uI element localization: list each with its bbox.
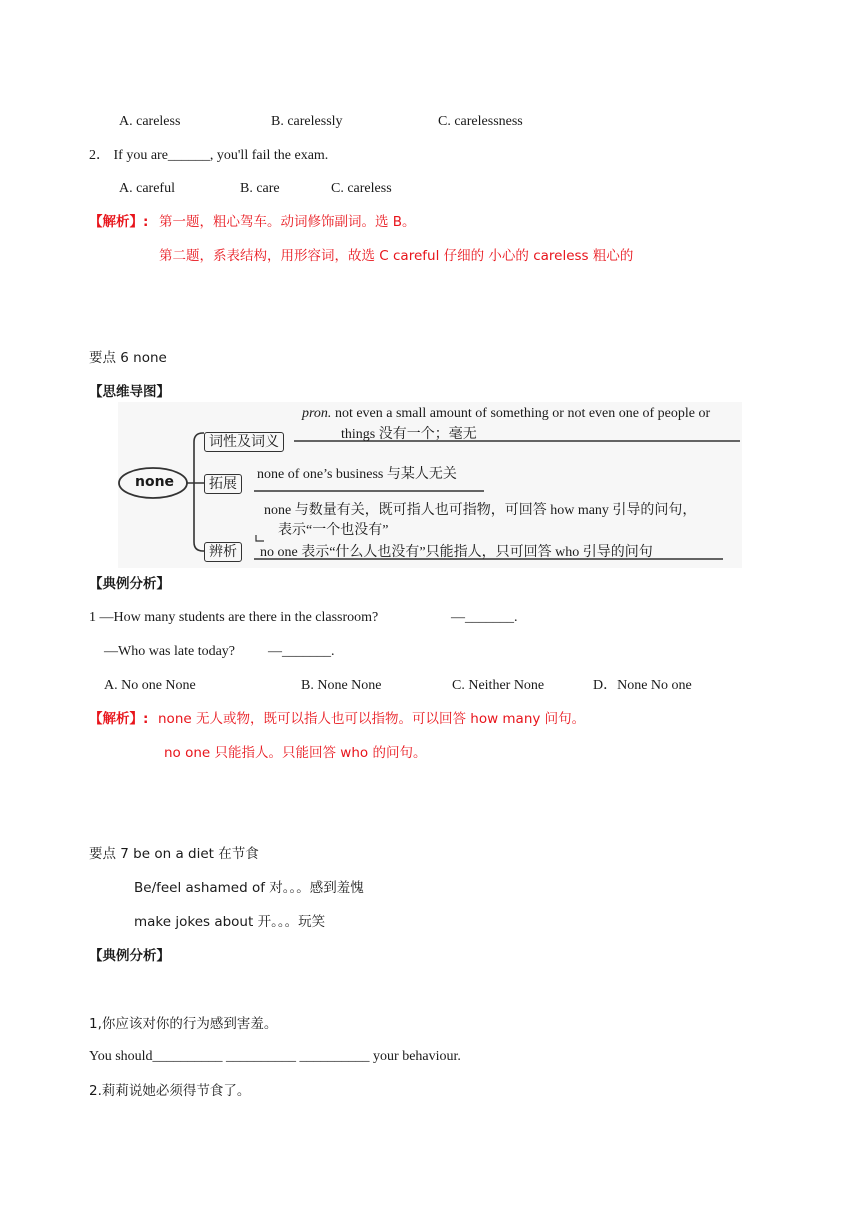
none-question-line-2: —Who was late today? xyxy=(104,644,236,659)
exercise-2-prompt: 2.莉莉说她必须得节食了。 xyxy=(89,1083,251,1099)
pos-definition: not even a small amount of something or not even one of people or xyxy=(331,406,711,421)
mindmap-branch-pos: 词性及词义 xyxy=(204,432,284,452)
example-label-6: 【典例分析】 xyxy=(89,576,170,592)
pos-abbrev: pron. xyxy=(302,406,332,421)
q1-option-c: C. carelessness xyxy=(438,114,523,129)
mindmap-root-label: none xyxy=(135,474,175,490)
analysis-line-2: 第二题，系表结构，用形容词，故选 C careful 仔细的 小心的 careless 粗心的 xyxy=(159,248,634,264)
mindmap-branch-distinction: 辨析 xyxy=(204,542,242,562)
example-label-7: 【典例分析】 xyxy=(89,948,170,964)
point6-heading: 要点 6 none xyxy=(89,350,167,366)
q2-option-b: B. care xyxy=(240,181,280,196)
none-question-line-1: 1 —How many students are there in the classroom? xyxy=(89,610,379,625)
analysis-label: 【解析】: xyxy=(89,214,149,230)
q2-option-c: C. careless xyxy=(331,181,392,196)
q2-option-a: A. careful xyxy=(119,181,175,196)
none-analysis-line-2: no one 只能指人。只能回答 who 的问句。 xyxy=(164,745,427,761)
none-analysis-line-1: none 无人或物，既可以指人也可以指物。可以回答 how many 问句。 xyxy=(158,711,586,727)
point7-heading: 要点 7 be on a diet 在节食 xyxy=(89,846,259,862)
q2-stem: 2． If you are______, you'll fail the exam. xyxy=(89,148,329,163)
mindmap-branch-extension-text: none of one’s business 与某人无关 xyxy=(257,467,457,482)
mindmap-branch-extension: 拓展 xyxy=(204,474,242,494)
none-option-b: B. None None xyxy=(301,678,382,693)
exercise-1-prompt: 1,你应该对你的行为感到害羞。 xyxy=(89,1016,278,1032)
none-option-a: A. No one None xyxy=(104,678,196,693)
exercise-1-fill: You should__________ __________ __________ your behaviour. xyxy=(89,1049,461,1064)
mindmap-label: 【思维导图】 xyxy=(89,384,170,400)
point7-sub-2: make jokes about 开。。。玩笑 xyxy=(134,914,326,930)
q1-option-b: B. carelessly xyxy=(271,114,343,129)
none-question-blank-2: —_______. xyxy=(268,644,335,659)
point7-sub-1: Be/feel ashamed of 对。。。感到羞愧 xyxy=(134,880,364,896)
none-option-c: C. Neither None xyxy=(452,678,545,693)
mindmap-branch-distinction-text-c: no one 表示“什么人也没有”只能指人，只可回答 who 引导的问句 xyxy=(260,545,653,560)
analysis-line-1: 第一题，粗心驾车。动词修饰副词。选 B。 xyxy=(159,214,416,230)
mindmap-none xyxy=(118,402,742,568)
mindmap-branch-pos-text-a xyxy=(302,405,710,422)
none-option-d: D．None No one xyxy=(593,678,692,693)
mindmap-branch-distinction-text-b: 表示“一个也没有” xyxy=(278,523,389,538)
none-question-blank-1: —_______. xyxy=(451,610,518,625)
mindmap-branch-distinction-text-a: none 与数量有关，既可指人也可指物，可回答 how many 引导的问句， xyxy=(264,503,697,518)
q1-option-a: A. careless xyxy=(119,114,181,129)
mindmap-branch-pos-text-b: things 没有一个；毫无 xyxy=(341,427,477,442)
none-analysis-label: 【解析】: xyxy=(89,711,149,727)
